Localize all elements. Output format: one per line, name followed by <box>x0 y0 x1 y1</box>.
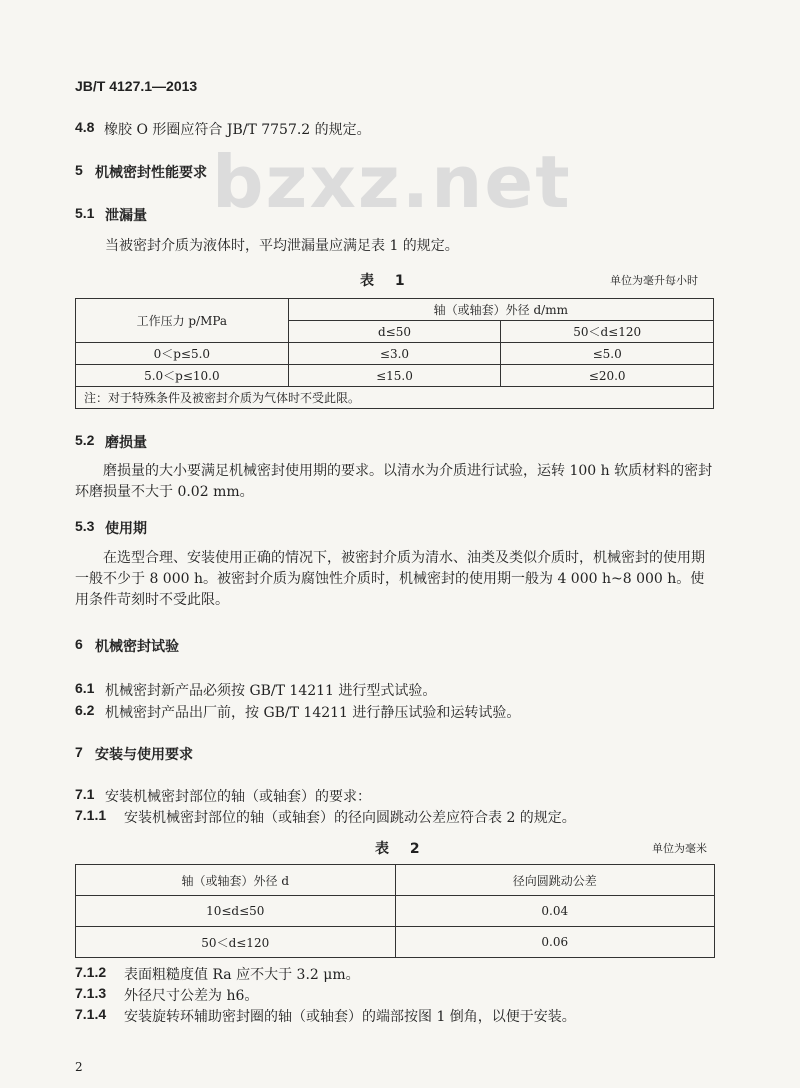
table-1 <box>75 298 714 409</box>
section-5-1-number: 5.1 <box>75 205 95 221</box>
table1-unit: 单位为毫升每小时 <box>610 274 698 287</box>
section-6-number: 6 <box>75 636 83 652</box>
clause-4-8-text: 橡胶 O 形圈应符合 JB/T 7757.2 的规定。 <box>104 122 371 138</box>
section-7-title: 安装与使用要求 <box>95 747 193 763</box>
table1-cell: ≤3.0 <box>288 343 501 365</box>
table2-cell: 0.06 <box>395 927 714 958</box>
section-5-3-number: 5.3 <box>75 518 95 534</box>
section-5-title: 机械密封性能要求 <box>95 165 207 181</box>
table1-cell: ≤20.0 <box>501 365 714 387</box>
section-7-number: 7 <box>75 744 83 760</box>
table1-caption: 表 1 <box>360 273 413 289</box>
clause-7-1-1-number: 7.1.1 <box>75 807 107 823</box>
table-row <box>76 343 714 365</box>
section-5-3-title: 使用期 <box>105 521 147 537</box>
clause-6-2-text: 机械密封产品出厂前，按 GB/T 14211 进行静压试验和运转试验。 <box>105 705 521 721</box>
clause-7-1-number: 7.1 <box>75 786 95 802</box>
clause-7-1-2-text: 表面粗糙度值 Ra 应不大于 3.2 μm。 <box>124 967 360 983</box>
table1-header-pressure: 工作压力 p/MPa <box>76 299 289 343</box>
section-5-2-number: 5.2 <box>75 432 95 448</box>
clause-6-1-number: 6.1 <box>75 680 95 696</box>
table-row <box>76 927 715 958</box>
section-5-1-title: 泄漏量 <box>105 208 147 224</box>
clause-7-1-2-number: 7.1.2 <box>75 964 107 980</box>
table2-caption: 表 2 <box>375 841 428 857</box>
clause-7-1-1-text: 安装机械密封部位的轴（或轴套）的径向圆跳动公差应符合表 2 的规定。 <box>124 810 576 826</box>
table2-cell: 50＜d≤120 <box>76 927 396 958</box>
section-5-3-text: 在选型合理、安装使用正确的情况下，被密封介质为清水、油类及类似介质时，机械密封的使用期一般不少于 8 000 h。被密封介质为腐蚀性介质时，机械密封的使用期一般为 4 000 h~8 000 h。使用条件苛刻时不受此限。 <box>75 550 705 608</box>
table1-subheader-1: d≤50 <box>288 321 501 343</box>
table1-cell: 5.0＜p≤10.0 <box>76 365 289 387</box>
watermark: bzxz.net <box>212 140 572 224</box>
section-5-2-text: 磨损量的大小要满足机械密封使用期的要求。以清水为介质进行试验，运转 100 h 软质材料的密封环磨损量不大于 0.02 mm。 <box>75 463 713 500</box>
table1-cell: ≤5.0 <box>501 343 714 365</box>
standard-number: JB/T 4127.1—2013 <box>75 78 198 94</box>
clause-7-1-4-number: 7.1.4 <box>75 1006 107 1022</box>
table2-cell: 10≤d≤50 <box>76 896 396 927</box>
clause-7-1-3-text: 外径尺寸公差为 h6。 <box>124 988 259 1004</box>
table2-cell: 0.04 <box>395 896 714 927</box>
table2-header-tolerance: 径向圆跳动公差 <box>395 865 714 896</box>
clause-7-1-text: 安装机械密封部位的轴（或轴套）的要求： <box>105 789 371 805</box>
table-row <box>76 365 714 387</box>
table2-header-diameter: 轴（或轴套）外径 d <box>76 865 396 896</box>
section-5-2-title: 磨损量 <box>105 435 147 451</box>
clause-7-1-3-number: 7.1.3 <box>75 985 107 1001</box>
section-6-title: 机械密封试验 <box>95 639 179 655</box>
clause-6-2-number: 6.2 <box>75 702 95 718</box>
section-5-1-text: 当被密封介质为液体时，平均泄漏量应满足表 1 的规定。 <box>105 238 459 254</box>
table1-header-diameter: 轴（或轴套）外径 d/mm <box>288 299 713 321</box>
clause-7-1-4-text: 安装旋转环辅助密封圈的轴（或轴套）的端部按图 1 倒角，以便于安装。 <box>124 1009 576 1025</box>
table1-cell: 0＜p≤5.0 <box>76 343 289 365</box>
table-2 <box>75 864 715 958</box>
table-row <box>76 896 715 927</box>
clause-6-1-text: 机械密封新产品必须按 GB/T 14211 进行型式试验。 <box>105 683 437 699</box>
table2-unit: 单位为毫米 <box>652 842 707 855</box>
table1-subheader-2: 50＜d≤120 <box>501 321 714 343</box>
clause-4-8-number: 4.8 <box>75 119 95 135</box>
page-number: 2 <box>75 1060 83 1074</box>
table1-cell: ≤15.0 <box>288 365 501 387</box>
section-5-number: 5 <box>75 162 83 178</box>
table1-note: 注：对于特殊条件及被密封介质为气体时不受此限。 <box>76 387 714 409</box>
